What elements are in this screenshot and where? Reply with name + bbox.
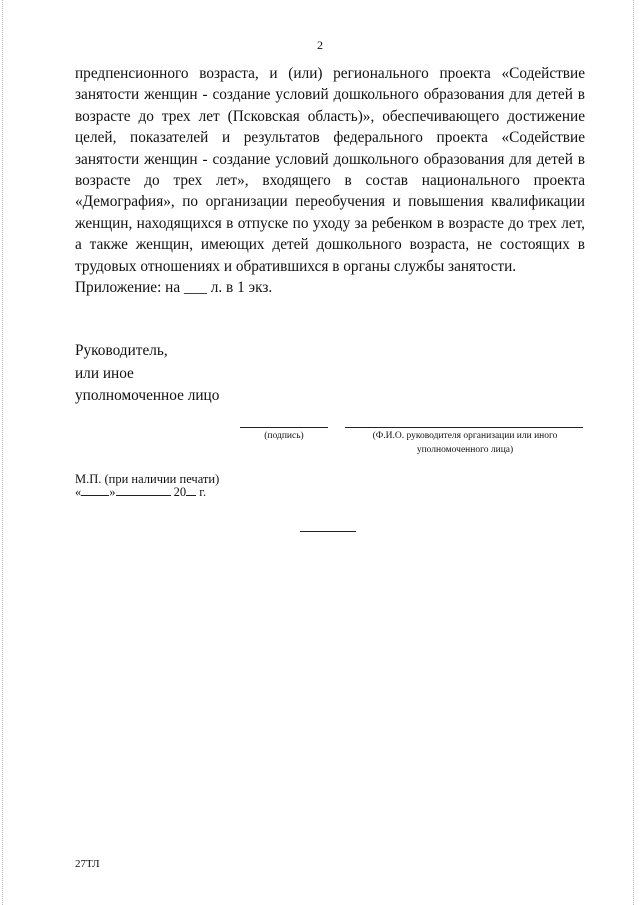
body-text xyxy=(75,63,585,298)
signature-line xyxy=(240,427,328,428)
name-line xyxy=(345,427,583,428)
stamp-label: М.П. (при наличии печати) xyxy=(75,472,220,486)
page-number: 2 xyxy=(317,38,323,52)
month-blank xyxy=(116,485,171,496)
date-line xyxy=(75,485,206,500)
date-close-quote: » xyxy=(109,485,116,499)
signature-role-line-3: уполномоченное лицо xyxy=(75,387,220,404)
scan-edge-left xyxy=(2,0,4,905)
document-end-line xyxy=(300,531,356,532)
attachment-line: Приложение: на ___ л. в 1 экз. xyxy=(75,279,273,297)
signature-block xyxy=(75,340,219,408)
main-paragraph: предпенсионного возраста, и (или) регионального проекта «Содействие занятости женщин - создание условий дошкольного образования для детей в возрасте до трех лет (Псковская область)», обеспечивающего достижение целей, показателей и результатов федерального проекта «Содействие занятости женщин - создание условий дошкольного образования для детей в возрасте до трех лет», входящего в состав национального проекта «Демография», по организации переобучения и повышения квалификации женщин, находящихся в отпуске по уходу за ребенком в возрасте до трех лет, а также женщин, имеющих детей дошкольного возраста, не состоящих в трудовых отношениях и обратившихся в органы службы занятости. xyxy=(75,65,585,275)
name-caption: (Ф.И.О. руководителя организации или иного уполномоченного лица) xyxy=(372,431,558,455)
signature-role-line-1: Руководитель, xyxy=(75,342,168,359)
year-blank xyxy=(186,485,196,496)
year-prefix: 20 xyxy=(173,485,187,499)
scan-edge-right xyxy=(633,0,635,905)
date-open-quote: « xyxy=(75,485,82,499)
signature-caption: (подпись) xyxy=(264,431,304,441)
day-blank xyxy=(81,485,109,496)
footer-code: 27ТЛ xyxy=(75,858,100,870)
year-suffix: г. xyxy=(199,485,207,499)
signature-role-line-2: или иное xyxy=(75,364,134,382)
